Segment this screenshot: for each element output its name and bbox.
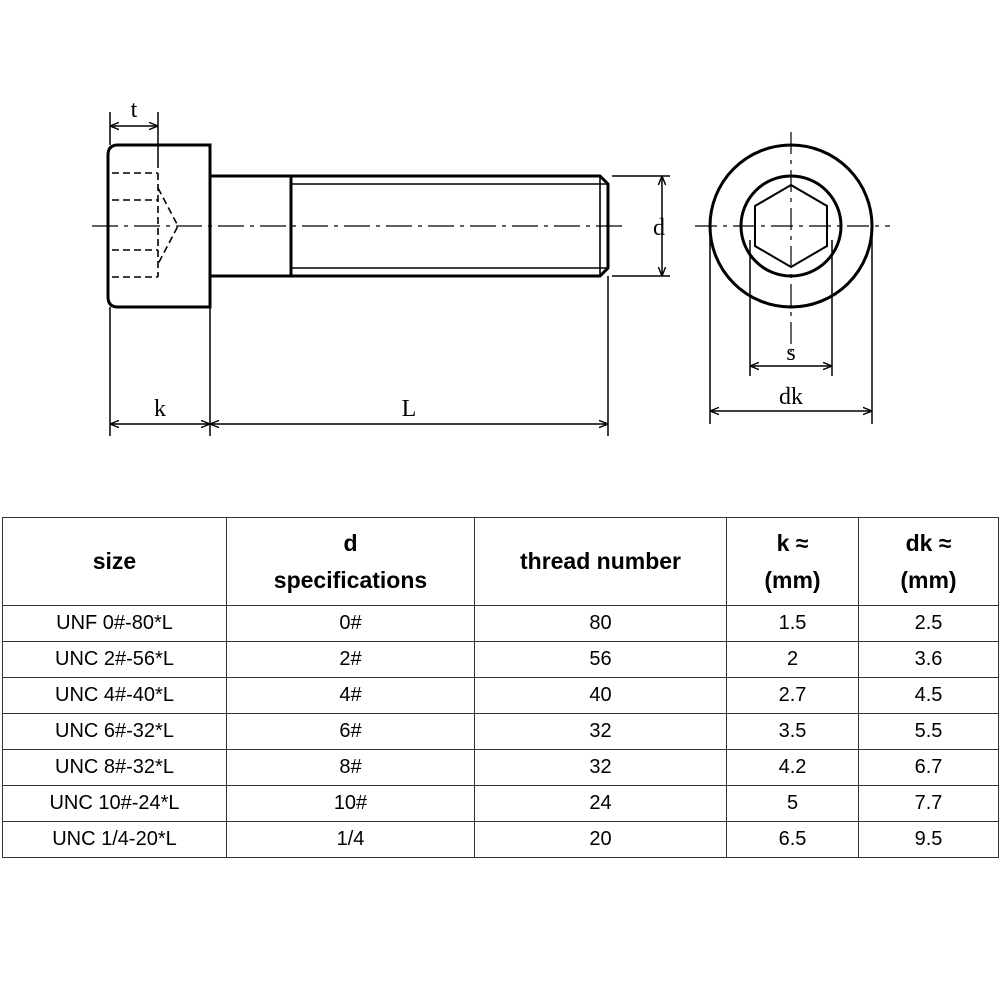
header-line: d (343, 529, 358, 556)
label-L: L (401, 396, 417, 422)
table-row (3, 714, 999, 750)
label-d: d (653, 215, 665, 241)
header-line: (mm) (764, 566, 821, 593)
screw-end-view (695, 132, 890, 424)
cell-dk: 2.5 (859, 606, 999, 642)
header-d-specifications (227, 518, 475, 606)
header-thread-number (475, 518, 727, 606)
header-line: (mm) (900, 566, 957, 593)
specification-table (2, 517, 999, 858)
cell-thread-number: 56 (475, 642, 727, 678)
table-row (3, 642, 999, 678)
header-size (3, 518, 227, 606)
cell-size: UNC 4#-40*L (3, 678, 227, 714)
header-line: dk ≈ (905, 529, 952, 556)
cell-thread-number: 40 (475, 678, 727, 714)
cell-dk: 4.5 (859, 678, 999, 714)
cell-d-specification: 6# (227, 714, 475, 750)
cell-k: 6.5 (727, 822, 859, 858)
cell-d-specification: 0# (227, 606, 475, 642)
cell-d-specification: 1/4 (227, 822, 475, 858)
cell-thread-number: 80 (475, 606, 727, 642)
header-k-mm (727, 518, 859, 606)
table-row (3, 786, 999, 822)
header-line: thread number (519, 548, 682, 575)
hex-socket-hidden-lines (112, 173, 178, 277)
table-header-row (3, 518, 999, 606)
cell-k: 1.5 (727, 606, 859, 642)
header-line: size (92, 548, 137, 575)
cell-k: 5 (727, 786, 859, 822)
cell-size: UNF 0#-80*L (3, 606, 227, 642)
table-row (3, 678, 999, 714)
cell-size: UNC 10#-24*L (3, 786, 227, 822)
cell-dk: 7.7 (859, 786, 999, 822)
label-dk: dk (779, 384, 803, 410)
cell-dk: 3.6 (859, 642, 999, 678)
cell-k: 4.2 (727, 750, 859, 786)
cell-thread-number: 32 (475, 714, 727, 750)
cell-thread-number: 20 (475, 822, 727, 858)
table-row (3, 606, 999, 642)
header-line: k ≈ (776, 529, 809, 556)
cell-dk: 6.7 (859, 750, 999, 786)
cell-d-specification: 4# (227, 678, 475, 714)
cell-size: UNC 2#-56*L (3, 642, 227, 678)
cell-dk: 5.5 (859, 714, 999, 750)
header-line: specifications (273, 566, 428, 593)
cell-size: UNC 8#-32*L (3, 750, 227, 786)
cell-k: 2 (727, 642, 859, 678)
label-t: t (130, 97, 138, 123)
cell-thread-number: 24 (475, 786, 727, 822)
screw-side-view (92, 112, 670, 436)
cell-size: UNC 6#-32*L (3, 714, 227, 750)
cell-d-specification: 8# (227, 750, 475, 786)
cell-d-specification: 2# (227, 642, 475, 678)
cell-d-specification: 10# (227, 786, 475, 822)
cell-thread-number: 32 (475, 750, 727, 786)
cell-k: 3.5 (727, 714, 859, 750)
label-s: s (786, 340, 796, 366)
table-row (3, 822, 999, 858)
cell-size: UNC 1/4-20*L (3, 822, 227, 858)
label-k: k (154, 396, 166, 422)
header-dk-mm (859, 518, 999, 606)
cell-k: 2.7 (727, 678, 859, 714)
table-row (3, 750, 999, 786)
cell-dk: 9.5 (859, 822, 999, 858)
